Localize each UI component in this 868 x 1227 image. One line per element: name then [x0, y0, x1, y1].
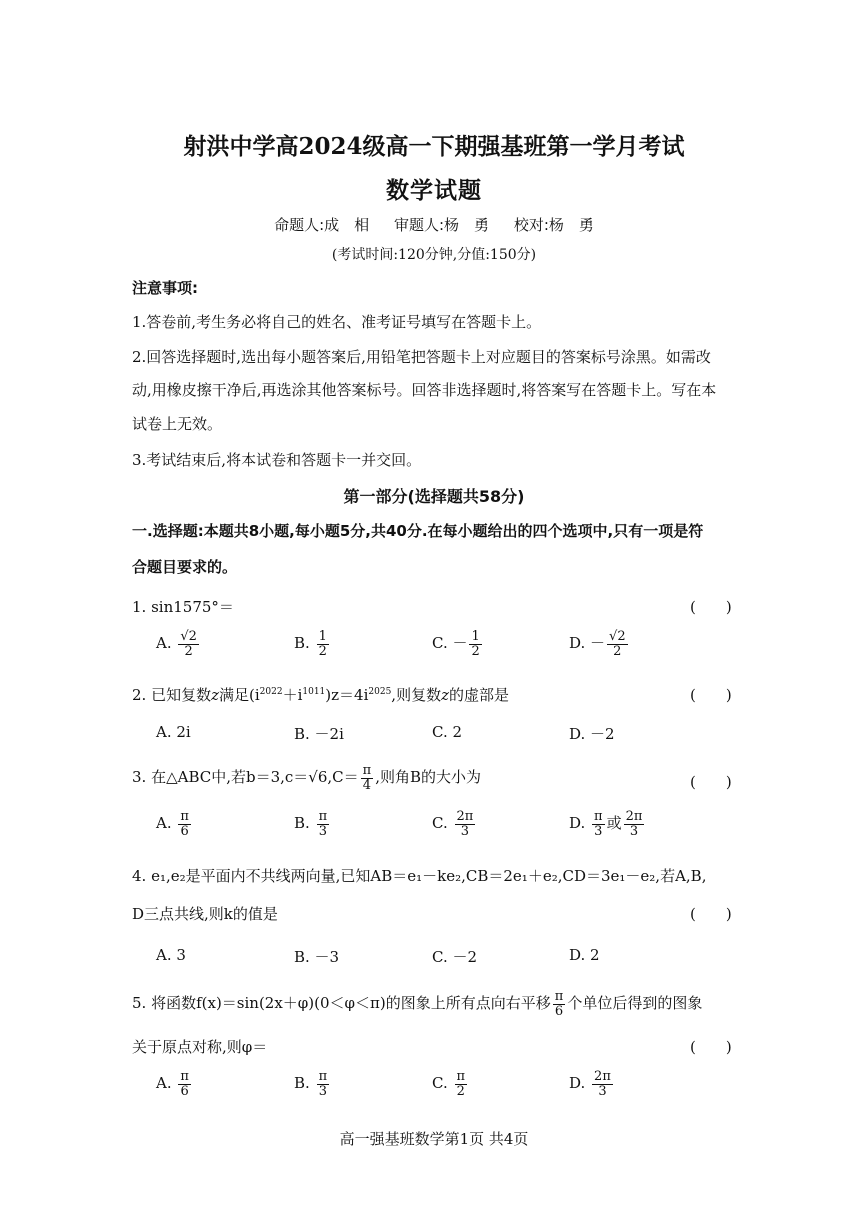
- q3-option-b: B. $\frac{\pi}{3}$: [294, 809, 328, 839]
- q5-stem-line-1: 5. 将函数f(x)＝sin(2x＋φ)(0＜φ＜π)的图象上所有点向右平移 $\frac{\pi}{6}$ 个单位后得到的图象: [132, 989, 703, 1019]
- q5-option-c: C. $\frac{\pi}{2}$: [432, 1069, 466, 1099]
- section-instructions-line-1: 一.选择题:本题共8小题,每小题5分,共40分.在每小题给出的四个选项中,只有一项是符: [132, 522, 704, 540]
- q5-answer-paren: ( ): [690, 1038, 732, 1056]
- q1-option-c: C. － $\frac{1}{2}$: [432, 629, 480, 659]
- notice-heading: 注意事项:: [132, 279, 198, 297]
- q3-option-c: C. $\frac{2\pi}{3}$: [432, 809, 474, 839]
- part1-heading: 第一部分(选择题共58分): [343, 487, 525, 506]
- q4-stem-line-1: 4. e₁,e₂是平面内不共线两向量,已知AB＝e₁－ke₂,CB＝2e₁＋e₂,CD＝3e₁－e₂,若A,B,: [132, 867, 707, 885]
- exam-info: (考试时间:120分钟,分值:150分): [331, 247, 537, 263]
- notice-item-3: 3.考试结束后,将本试卷和答题卡一并交回。: [132, 451, 422, 469]
- q3-option-d: D. $\frac{\pi}{3}$ 或 $\frac{2\pi}{3}$: [569, 809, 643, 839]
- q2-answer-paren: ( ): [690, 686, 732, 704]
- q2-option-c: C. 2: [432, 723, 463, 741]
- q2-option-b: B. －2i: [294, 725, 344, 743]
- notice-item-2-line-2: 动,用橡皮擦干净后,再选涂其他答案标号。回答非选择题时,将答案写在答题卡上。写在本: [132, 381, 717, 399]
- q1-answer-paren: ( ): [690, 598, 732, 616]
- notice-item-2-line-1: 2.回答选择题时,选出每小题答案后,用铅笔把答题卡上对应题目的答案标号涂黑。如需改: [132, 348, 711, 366]
- q4-option-c: C. －2: [432, 948, 478, 966]
- q5-stem-line-2: 关于原点对称,则φ＝: [132, 1038, 268, 1056]
- author: 命题人:成 相: [274, 216, 370, 234]
- q1-option-d: D. － $\frac{√2}{2}$: [569, 629, 626, 659]
- q3-option-a: A. $\frac{\pi}{6}$: [156, 809, 189, 839]
- q1-option-b: B. $\frac{1}{2}$: [294, 629, 327, 659]
- q2-option-a: A. 2i: [156, 723, 191, 741]
- proofreader: 校对:杨 勇: [513, 216, 594, 234]
- section-instructions-line-2: 合题目要求的。: [132, 558, 238, 576]
- q4-stem-line-2: D三点共线,则k的值是: [132, 905, 278, 923]
- q1-stem: 1. sin1575°＝: [132, 598, 234, 616]
- q5-option-b: B. $\frac{\pi}{3}$: [294, 1069, 328, 1099]
- q1-option-a: A. $\frac{√2}{2}$: [156, 629, 197, 659]
- q3-stem: 3. 在△ABC中,若b＝3,c＝√6,C＝ $\frac{\pi}{4}$ ,则角B的大小为: [132, 763, 481, 793]
- exam-title: 射洪中学高2024级高一下期强基班第一学月考试: [183, 133, 685, 160]
- q4-option-a: A. 3: [156, 946, 186, 964]
- q2-stem: 2. 已知复数z满足$(i^{2022}+i^{1011})z=4i^{2025}$,则复数z的虚部是: [132, 686, 509, 704]
- q2-option-d: D. －2: [569, 725, 615, 743]
- subject-title: 数学试题: [386, 177, 482, 204]
- q5-option-a: A. $\frac{\pi}{6}$: [156, 1069, 189, 1099]
- q5-option-d: D. $\frac{2\pi}{3}$: [569, 1069, 611, 1099]
- q4-option-b: B. －3: [294, 948, 340, 966]
- page-footer: 高一强基班数学第1页 共4页: [339, 1130, 529, 1148]
- exam-staff: [0, 214, 868, 235]
- q4-option-d: D. 2: [569, 946, 600, 964]
- reviewer: 审题人:杨 勇: [393, 216, 490, 234]
- q3-answer-paren: ( ): [690, 773, 732, 791]
- q4-answer-paren: ( ): [690, 905, 732, 923]
- notice-item-2-line-3: 试卷上无效。: [132, 415, 223, 433]
- notice-item-1: 1.答卷前,考生务必将自己的姓名、准考证号填写在答题卡上。: [132, 313, 542, 331]
